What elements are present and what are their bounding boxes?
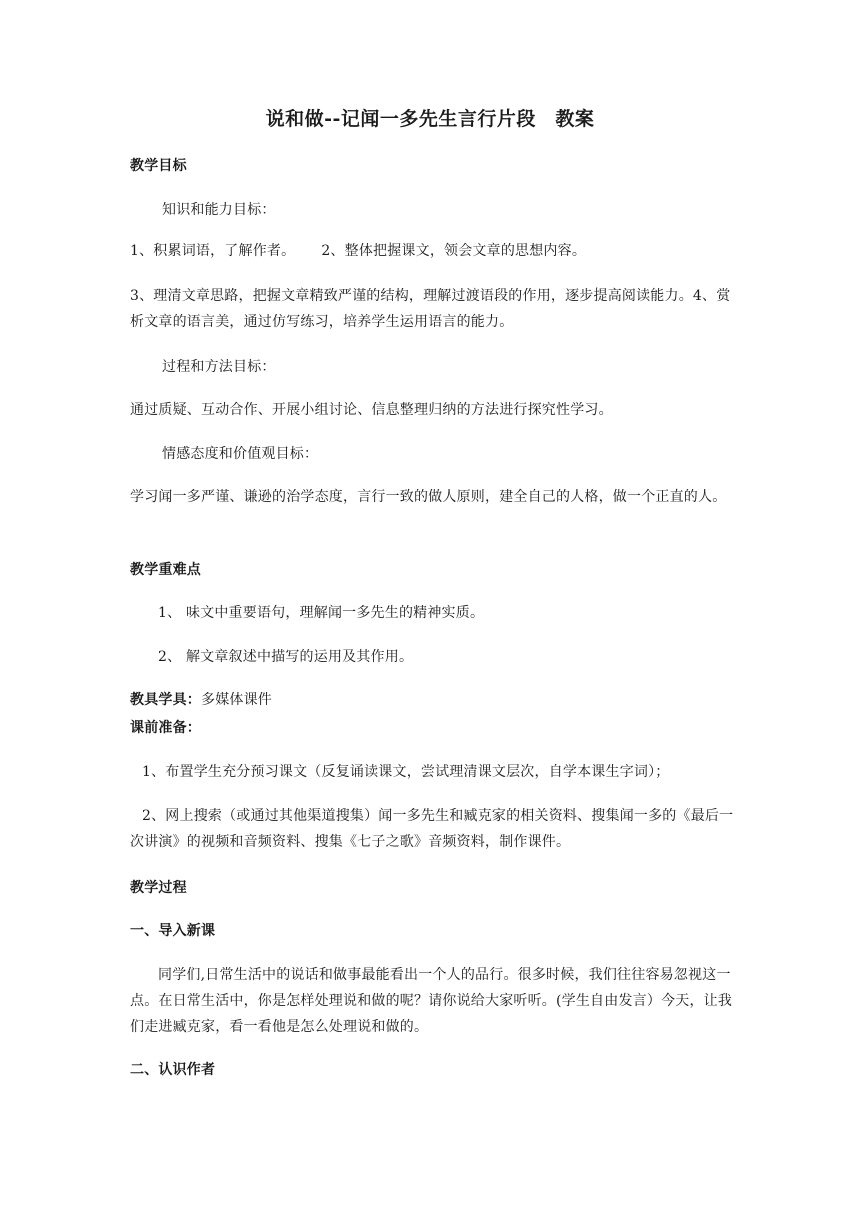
tools-line (130, 687, 735, 713)
process-goals-heading: 过程和方法目标： (162, 359, 276, 375)
preparation-heading: 课前准备： (130, 720, 201, 736)
process-goals-text: 通过质疑、互动合作、开展小组讨论、信息整理归纳的方法进行探究性学习。 (130, 402, 613, 418)
key-point-item-1: 1、 味文中重要语句，理解闻一多先生的精神实质。 (158, 605, 485, 621)
goal-item-2: 2、整体把握课文，领会文章的思想内容。 (321, 243, 587, 259)
process-heading: 教学过程 (130, 880, 187, 896)
knowledge-goals-heading: 知识和能力目标： (162, 202, 276, 218)
preparation-item-2: 2、网上搜索（或通过其他渠道搜集）闻一多先生和臧克家的相关资料、搜集闻一多的《最后一次讲演》的视频和音频资料、搜集《七子之歌》音频资料，制作课件。 (130, 808, 734, 850)
part-1-heading: 一、导入新课 (130, 923, 216, 939)
emotion-goals-text: 学习闻一多严谨、谦逊的治学态度，言行一致的做人原则，建全自己的人格，做一个正直的人。 (130, 489, 727, 505)
teaching-goals-heading: 教学目标 (130, 158, 187, 174)
key-point-item-2: 2、 解文章叙述中描写的运用及其作用。 (158, 649, 414, 665)
key-points-heading: 教学重难点 (130, 562, 201, 578)
goal-line-2: 3、理清文章思路，把握文章精致严谨的结构，理解过渡语段的作用，逐步提高阅读能力。4、赏析文章的语言美，通过仿写练习，培养学生运用语言的能力。 (130, 288, 731, 330)
tools-label: 教具学具： (130, 692, 201, 708)
part-1-text: 同学们,日常生活中的说话和做事最能看出一个人的品行。很多时候，我们往往容易忽视这一点。在日常生活中，你是怎样处理说和做的呢？请你说给大家听听。(学生自由发言）今天，让我们走进臧克家，看一看他是怎么处理说和做的。 (130, 967, 733, 1035)
goal-line-1 (130, 238, 735, 264)
document-title: 说和做--记闻一多先生言行片段 教案 (265, 108, 595, 130)
tools-value: 多媒体课件 (201, 692, 272, 708)
emotion-goals-heading: 情感态度和价值观目标： (162, 446, 319, 462)
goal-item-1: 1、积累词语，了解作者。 (130, 243, 296, 259)
preparation-item-1: 1、布置学生充分预习课文（反复诵读课文，尝试理清课文层次，自学本课生字词）； (142, 764, 670, 780)
part-2-heading: 二、认识作者 (130, 1062, 216, 1078)
